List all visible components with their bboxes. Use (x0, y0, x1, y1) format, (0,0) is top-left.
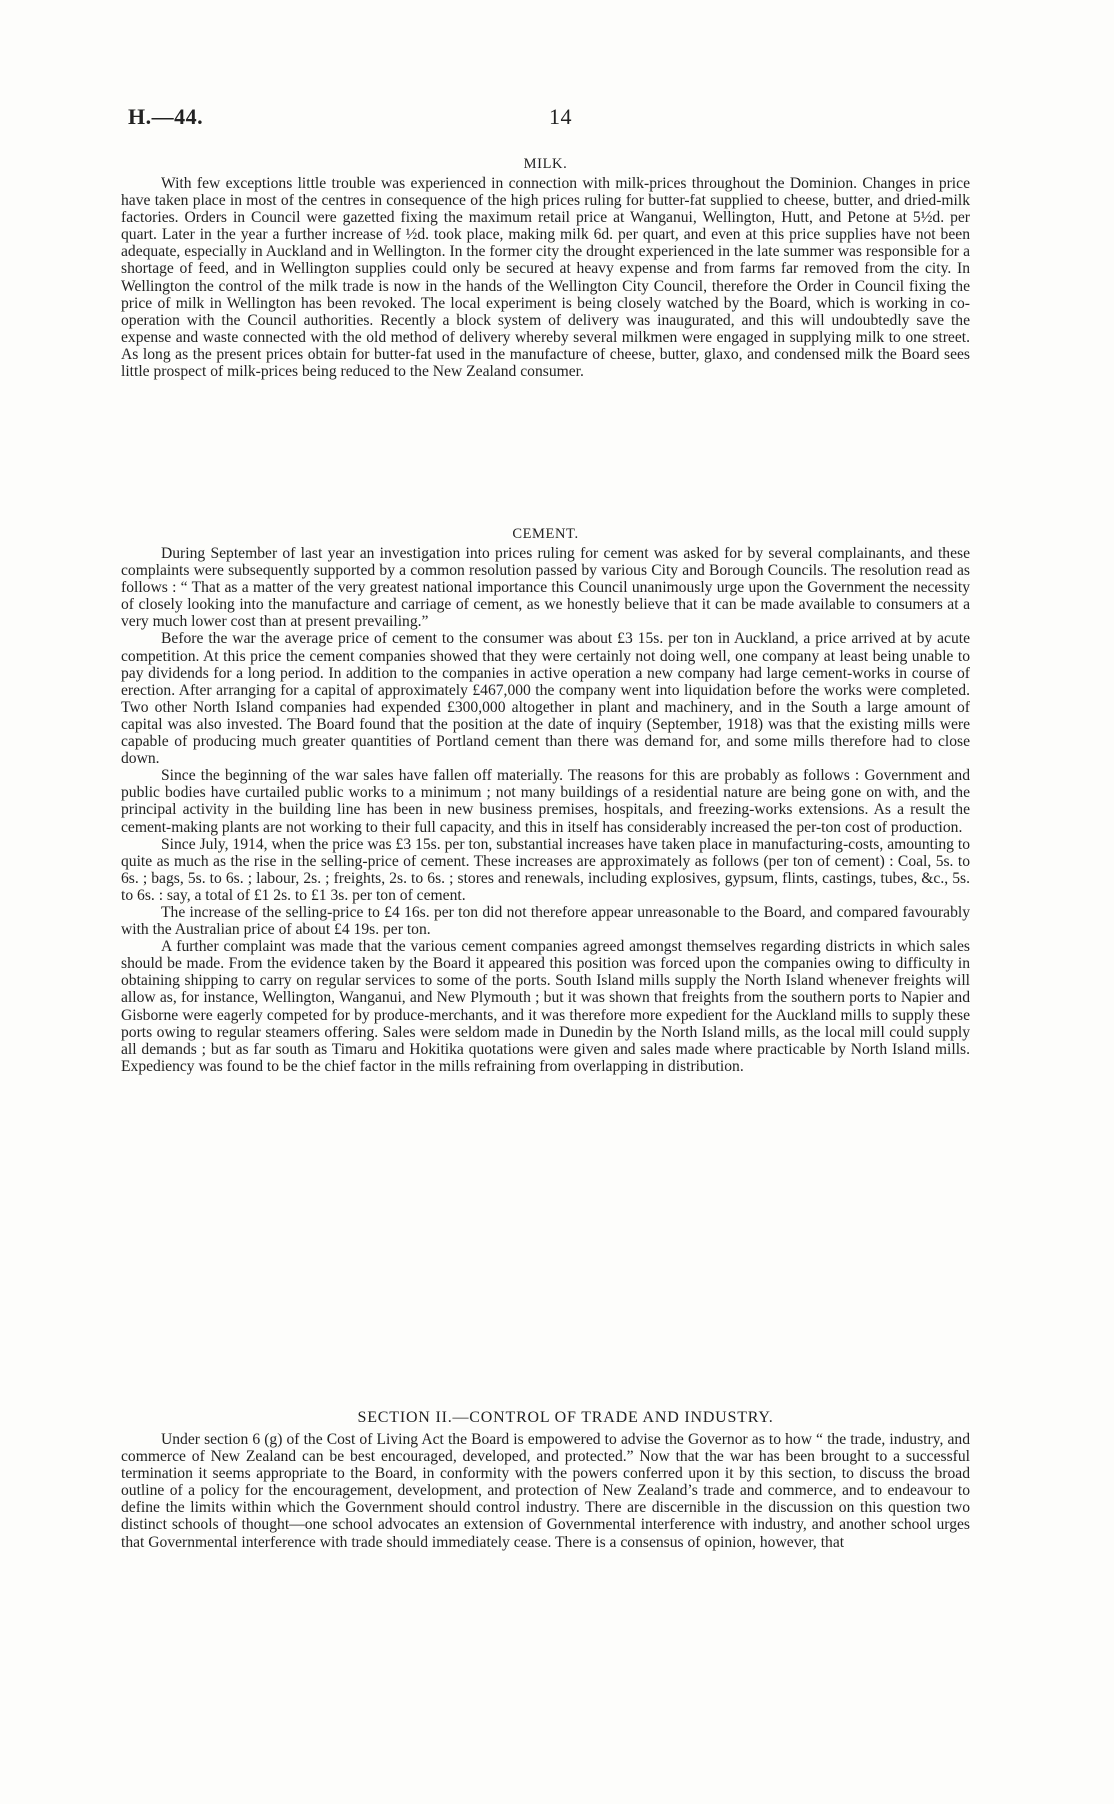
paragraph: Since the beginning of the war sales have fallen off materially. The reasons for this are probably as follows : Government and public bodies have curtailed public works to a minimum ; not many buildings of a residential nature are being gone on with, and the principal activity in the building line has been in new business premises, hospitals, and freezing-works extensions. As a result the cement-making plants are not working to their full capacity, and this in itself has considerably increased the per-ton cost of production. (121, 767, 970, 836)
paragraph: With few exceptions little trouble was experienced in connection with milk-prices throughout the Dominion. Changes in price have taken place in most of the centres in consequence of the high prices ruling for butter-fat supplied to cheese, butter, and dried-milk factories. Orders in Council were gazetted fixing the maximum retail price at Wanganui, Wellington, Hutt, and Petone at 5½d. per quart. Later in the year a further increase of ½d. took place, making milk 6d. per quart, and even at this price supplies have not been adequate, especially in Auckland and in Wellington. In the former city the drought experienced in the late summer was responsible for a shortage of feed, and in Wellington supplies could only be secured at heavy expense and from farms far removed from the city. In Wellington the control of the milk trade is now in the hands of the Wellington City Council, therefore the Order in Council fixing the price of milk in Wellington has been revoked. The local experiment is being closely watched by the Board, which is working in co-operation with the Council authorities. Recently a block system of delivery was inaugurated, and this will undoubtedly save the expense and waste connected with the old method of delivery whereby several milkmen were engaged in supplying milk to one street. As long as the present prices obtain for butter-fat used in the manufacture of cheese, butter, glaxo, and condensed milk the Board sees little prospect of milk-prices being reduced to the New Zealand consumer. (121, 175, 970, 381)
paragraph: A further complaint was made that the various cement companies agreed amongst themselves regarding districts in which sales should be made. From the evidence taken by the Board it appeared this position was forced upon the companies owing to difficulty in obtaining shipping to carry on regular services to some of the ports. South Island mills supply the North Island whenever freights will allow as, for instance, Wellington, Wanganui, and New Plymouth ; but it was shown that freights from the southern ports to Napier and Gisborne were eagerly competed for by produce-merchants, and it was therefore more expedient for the Auckland mills to supply these ports owing to regular steamers offering. Sales were seldom made in Dunedin by the North Island mills, as the local mill could supply all demands ; but as far south as Timaru and Hokitika quotations were given and sales made where practicable by North Island mills. Expediency was found to be the chief factor in the mills refraining from overlapping in distribution. (121, 938, 970, 1075)
section-control-of-trade (121, 1409, 970, 1551)
section-heading-control-of-trade: SECTION II.—CONTROL OF TRADE AND INDUSTRY. (357, 1409, 774, 1426)
paragraph: Before the war the average price of cement to the consumer was about £3 15s. per ton in Auckland, a price arrived at by acute competition. At this price the cement companies showed that they were certainly not doing well, one company at least being unable to pay dividends for a long period. In addition to the companies in active operation a new company had large cement-works in course of erection. After arranging for a capital of approximately £467,000 the company went into liquidation before the works were completed. Two other North Island companies had expended £300,000 altogether in plant and machinery, and in the South a large amount of capital was also invested. The Board found that the position at the date of inquiry (September, 1918) was that the existing mills were capable of producing much greater quantities of Portland cement than there was demand for, and some mills therefore had to close down. (121, 630, 970, 768)
section-cement (121, 525, 970, 1075)
paragraph: During September of last year an investigation into prices ruling for cement was asked for by several complainants, and these complaints were subsequently supported by a common resolution passed by various City and Borough Councils. The resolution read as follows : “ That as a matter of the very greatest national importance this Council unanimously urge upon the Government the necessity of closely looking into the manufacture and carriage of cement, as we honestly believe that it can be made available to consumers at a very much lower cost than at present prevailing.” (121, 545, 970, 631)
paragraph: Under section 6 (g) of the Cost of Living Act the Board is empowered to advise the Governor as to how “ the trade, industry, and commerce of New Zealand can be best encouraged, developed, and protected.” Now that the war has been brought to a successful termination it seems appropriate to the Board, in conformity with the powers conferred upon it by this section, to discuss the broad outline of a policy for the encouragement, development, and protection of New Zealand’s trade and commerce, and to endeavour to define the limits within which the Government should control industry. There are discernible in the discussion on this question two distinct schools of thought—one school advocates an extension of Governmental interference with industry, and another school urges that Governmental interference with trade should immediately cease. There is a consensus of opinion, however, that (121, 1431, 970, 1551)
section-heading-cement: CEMENT. (512, 526, 579, 542)
page-number: 14 (549, 104, 572, 129)
section-milk (121, 155, 970, 380)
section-heading-milk: MILK. (523, 156, 568, 172)
document-reference: H.—44. (128, 104, 204, 129)
paragraph: The increase of the selling-price to £4 16s. per ton did not therefore appear unreasonable to the Board, and compared favourably with the Australian price of about £4 19s. per ton. (121, 903, 970, 939)
paragraph: Since July, 1914, when the price was £3 15s. per ton, substantial increases have taken place in manufacturing-costs, amounting to quite as much as the rise in the selling-price of cement. These increases are approximately as follows (per ton of cement) : Coal, 5s. to 6s. ; bags, 5s. to 6s. ; labour, 2s. ; freights, 2s. to 6s. ; stores and renewals, including explosives, gypsum, flints, castings, tubes, &c., 5s. to 6s. : say, a total of £1 2s. to £1 3s. per ton of cement. (121, 835, 970, 904)
